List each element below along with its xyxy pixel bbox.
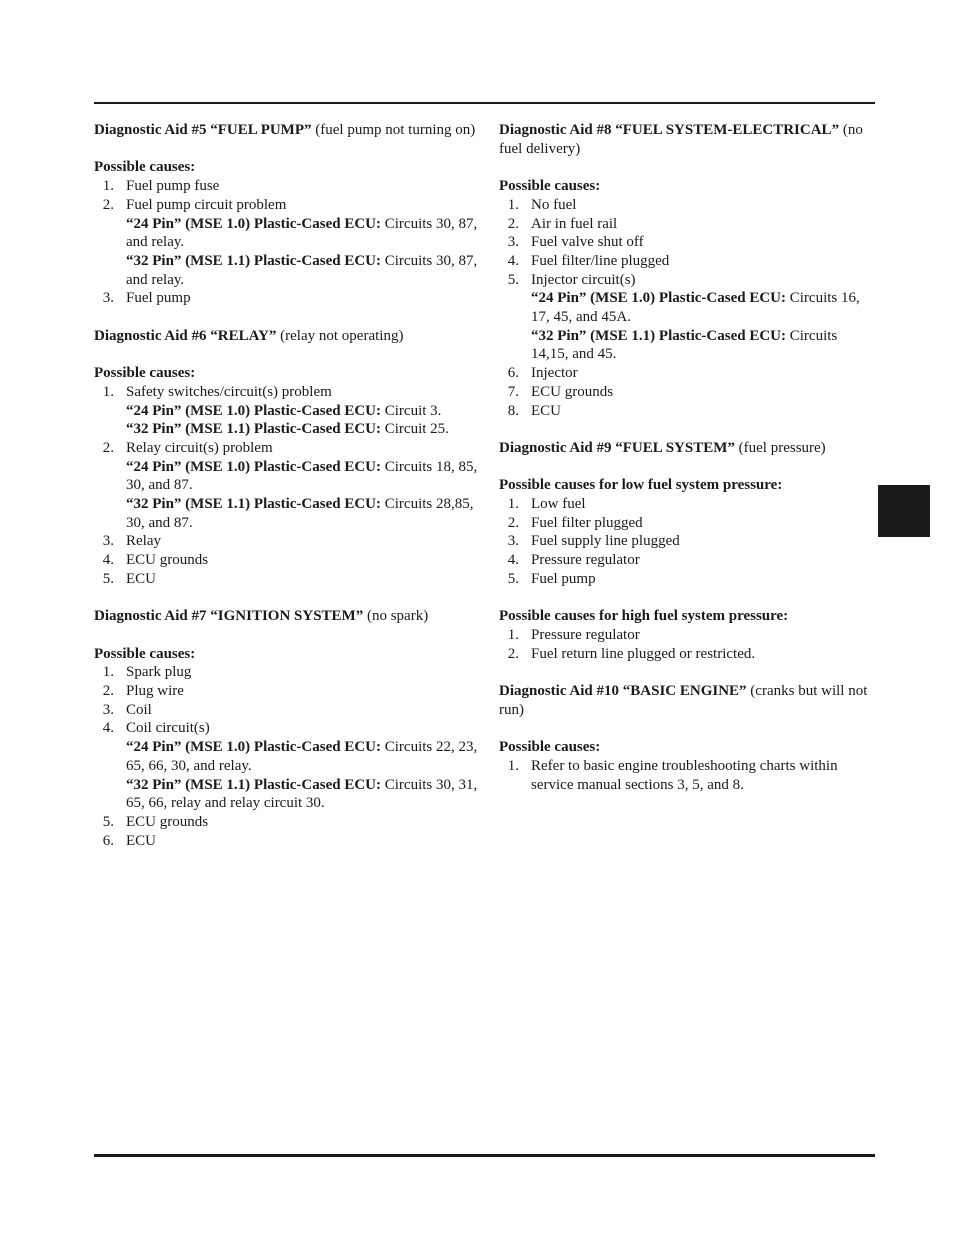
ecu-24pin-note: “24 Pin” (MSE 1.0) Plastic-Cased ECU: Circuits 30, 87, and relay. (126, 215, 478, 251)
aid6-title: Diagnostic Aid #6 “RELAY” (94, 327, 277, 344)
aid9-high-label: Possible causes for high fuel system pressure: (499, 608, 789, 625)
footer-rule (94, 1154, 875, 1157)
list-item: 5. Injector circuit(s) “24 Pin” (MSE 1.0) Plastic-Cased ECU: Circuits 16, 17, 45, and 45A. “32 Pin” (MSE 1.1) Plastic-Cased ECU: Circuits 14,15, and 45. (499, 271, 869, 365)
aid5-causes-label: Possible causes: (94, 159, 196, 176)
aid9-heading (499, 439, 869, 458)
list-item: 5. ECU grounds (102, 813, 209, 830)
aid7-desc: (no spark) (363, 608, 429, 625)
list-item: 4. ECU grounds (102, 552, 209, 569)
list-item: 1. Safety switches/circuit(s) problem “24 Pin” (MSE 1.0) Plastic-Cased ECU: Circuit 3. “32 Pin” (MSE 1.1) Plastic-Cased ECU: Circuit 25. (94, 383, 479, 439)
aid10-desc: (cranks but will not run) (499, 683, 868, 718)
list-item: 2. Relay circuit(s) problem “24 Pin” (MSE 1.0) Plastic-Cased ECU: Circuits 18, 85, 30, and 87. “32 Pin” (MSE 1.1) Plastic-Cased ECU: Circuits 28,85, 30, and 87. (102, 439, 478, 531)
right-column (499, 121, 869, 794)
list-item: 3. Relay (102, 533, 161, 550)
aid5-desc: (fuel pump not turning on) (311, 122, 476, 138)
aid8-heading (499, 121, 869, 158)
aid5-title: Diagnostic Aid #5 “FUEL PUMP” (94, 122, 312, 138)
list-item: 3. Fuel valve shut off (507, 234, 644, 251)
ecu-24pin-note: “24 Pin” (MSE 1.0) Plastic-Cased ECU: Circuits 22, 23, 65, 66, 30, and relay. (126, 739, 478, 774)
list-item: 3. Fuel supply line plugged (507, 533, 680, 550)
aid8-cause-list (499, 196, 869, 420)
aid9-high-list (499, 626, 869, 663)
aid10-cause-list (499, 757, 869, 794)
list-item: 4. Pressure regulator (507, 552, 640, 569)
aid6-causes-label: Possible causes: (94, 365, 196, 382)
ecu-24pin-note: “24 Pin” (MSE 1.0) Plastic-Cased ECU: Circuits 18, 85, 30, and 87. (126, 458, 478, 494)
header-rule (94, 102, 875, 104)
section-tab-marker (878, 485, 930, 537)
list-item: 3. Fuel pump (102, 290, 191, 307)
list-item: 7. ECU grounds (507, 383, 614, 400)
aid8-desc: (no fuel delivery) (499, 122, 863, 157)
list-item: 4. Fuel filter/line plugged (507, 252, 670, 269)
list-item: 1. Refer to basic engine troubleshooting charts within service manual sections 3, 5, and 8. (507, 757, 838, 793)
aid9-title: Diagnostic Aid #9 “FUEL SYSTEM” (499, 439, 735, 456)
aid5-cause-list (94, 177, 479, 308)
list-item: 6. Injector (507, 365, 578, 382)
list-item: 6. ECU (102, 832, 156, 849)
list-item: 5. Fuel pump (507, 570, 596, 587)
ecu-24pin-note: “24 Pin” (MSE 1.0) Plastic-Cased ECU: Circuit 3. (126, 402, 442, 419)
aid9-low-label: Possible causes for low fuel system pressure: (499, 477, 783, 494)
aid8-causes-label: Possible causes: (499, 178, 601, 195)
aid7-title: Diagnostic Aid #7 “IGNITION SYSTEM” (94, 608, 364, 625)
list-item: 8. ECU (507, 402, 561, 419)
aid10-title: Diagnostic Aid #10 “BASIC ENGINE” (499, 683, 747, 700)
list-item: 4. Coil circuit(s) “24 Pin” (MSE 1.0) Plastic-Cased ECU: Circuits 22, 23, 65, 66, 30, and relay. “32 Pin” (MSE 1.1) Plastic-Cased ECU: Circuits 30, 31, 65, 66, relay and relay circuit 30. (102, 720, 478, 812)
list-item: 1. Spark plug (102, 664, 192, 681)
aid6-heading (94, 327, 479, 346)
aid9-low-list (499, 495, 869, 589)
ecu-32pin-note: “32 Pin” (MSE 1.1) Plastic-Cased ECU: Circuit 25. (126, 421, 449, 438)
ecu-32pin-note: “32 Pin” (MSE 1.1) Plastic-Cased ECU: Circuits 14,15, and 45. (531, 327, 838, 363)
ecu-32pin-note: “32 Pin” (MSE 1.1) Plastic-Cased ECU: Circuits 30, 87, and relay. (126, 252, 478, 288)
list-item: 2. Fuel filter plugged (507, 514, 643, 531)
list-item: 3. Coil (102, 701, 152, 718)
list-item: 1. Low fuel (507, 496, 586, 513)
list-item: 2. Air in fuel rail (507, 215, 618, 232)
ecu-32pin-note: “32 Pin” (MSE 1.1) Plastic-Cased ECU: Circuits 28,85, 30, and 87. (126, 496, 474, 531)
list-item: 1. Pressure regulator (507, 626, 640, 643)
list-item: 2. Fuel return line plugged or restricted. (507, 645, 756, 662)
list-item: 1. Fuel pump fuse (102, 178, 220, 195)
aid7-causes-label: Possible causes: (94, 645, 196, 662)
list-item: 2. Plug wire (102, 683, 184, 700)
aid6-cause-list (94, 383, 479, 589)
aid7-heading (94, 607, 479, 626)
aid8-title: Diagnostic Aid #8 “FUEL SYSTEM-ELECTRICAL” (499, 122, 840, 138)
list-item: 2. Fuel pump circuit problem “24 Pin” (MSE 1.0) Plastic-Cased ECU: Circuits 30, 87, and relay. “32 Pin” (MSE 1.1) Plastic-Cased ECU: Circuits 30, 87, and relay. (102, 196, 478, 288)
aid10-causes-label: Possible causes: (499, 739, 601, 756)
left-column (94, 121, 479, 850)
list-item: 1. No fuel (507, 196, 577, 213)
aid6-desc: (relay not operating) (276, 327, 404, 344)
ecu-32pin-note: “32 Pin” (MSE 1.1) Plastic-Cased ECU: Circuits 30, 31, 65, 66, relay and relay circuit 30. (126, 776, 478, 812)
list-item: 5. ECU (102, 570, 156, 587)
aid5-heading (94, 121, 479, 140)
aid7-cause-list (94, 663, 479, 850)
aid9-desc: (fuel pressure) (734, 439, 826, 456)
ecu-24pin-note: “24 Pin” (MSE 1.0) Plastic-Cased ECU: Circuits 16, 17, 45, and 45A. (531, 290, 860, 326)
aid10-heading (499, 682, 869, 719)
